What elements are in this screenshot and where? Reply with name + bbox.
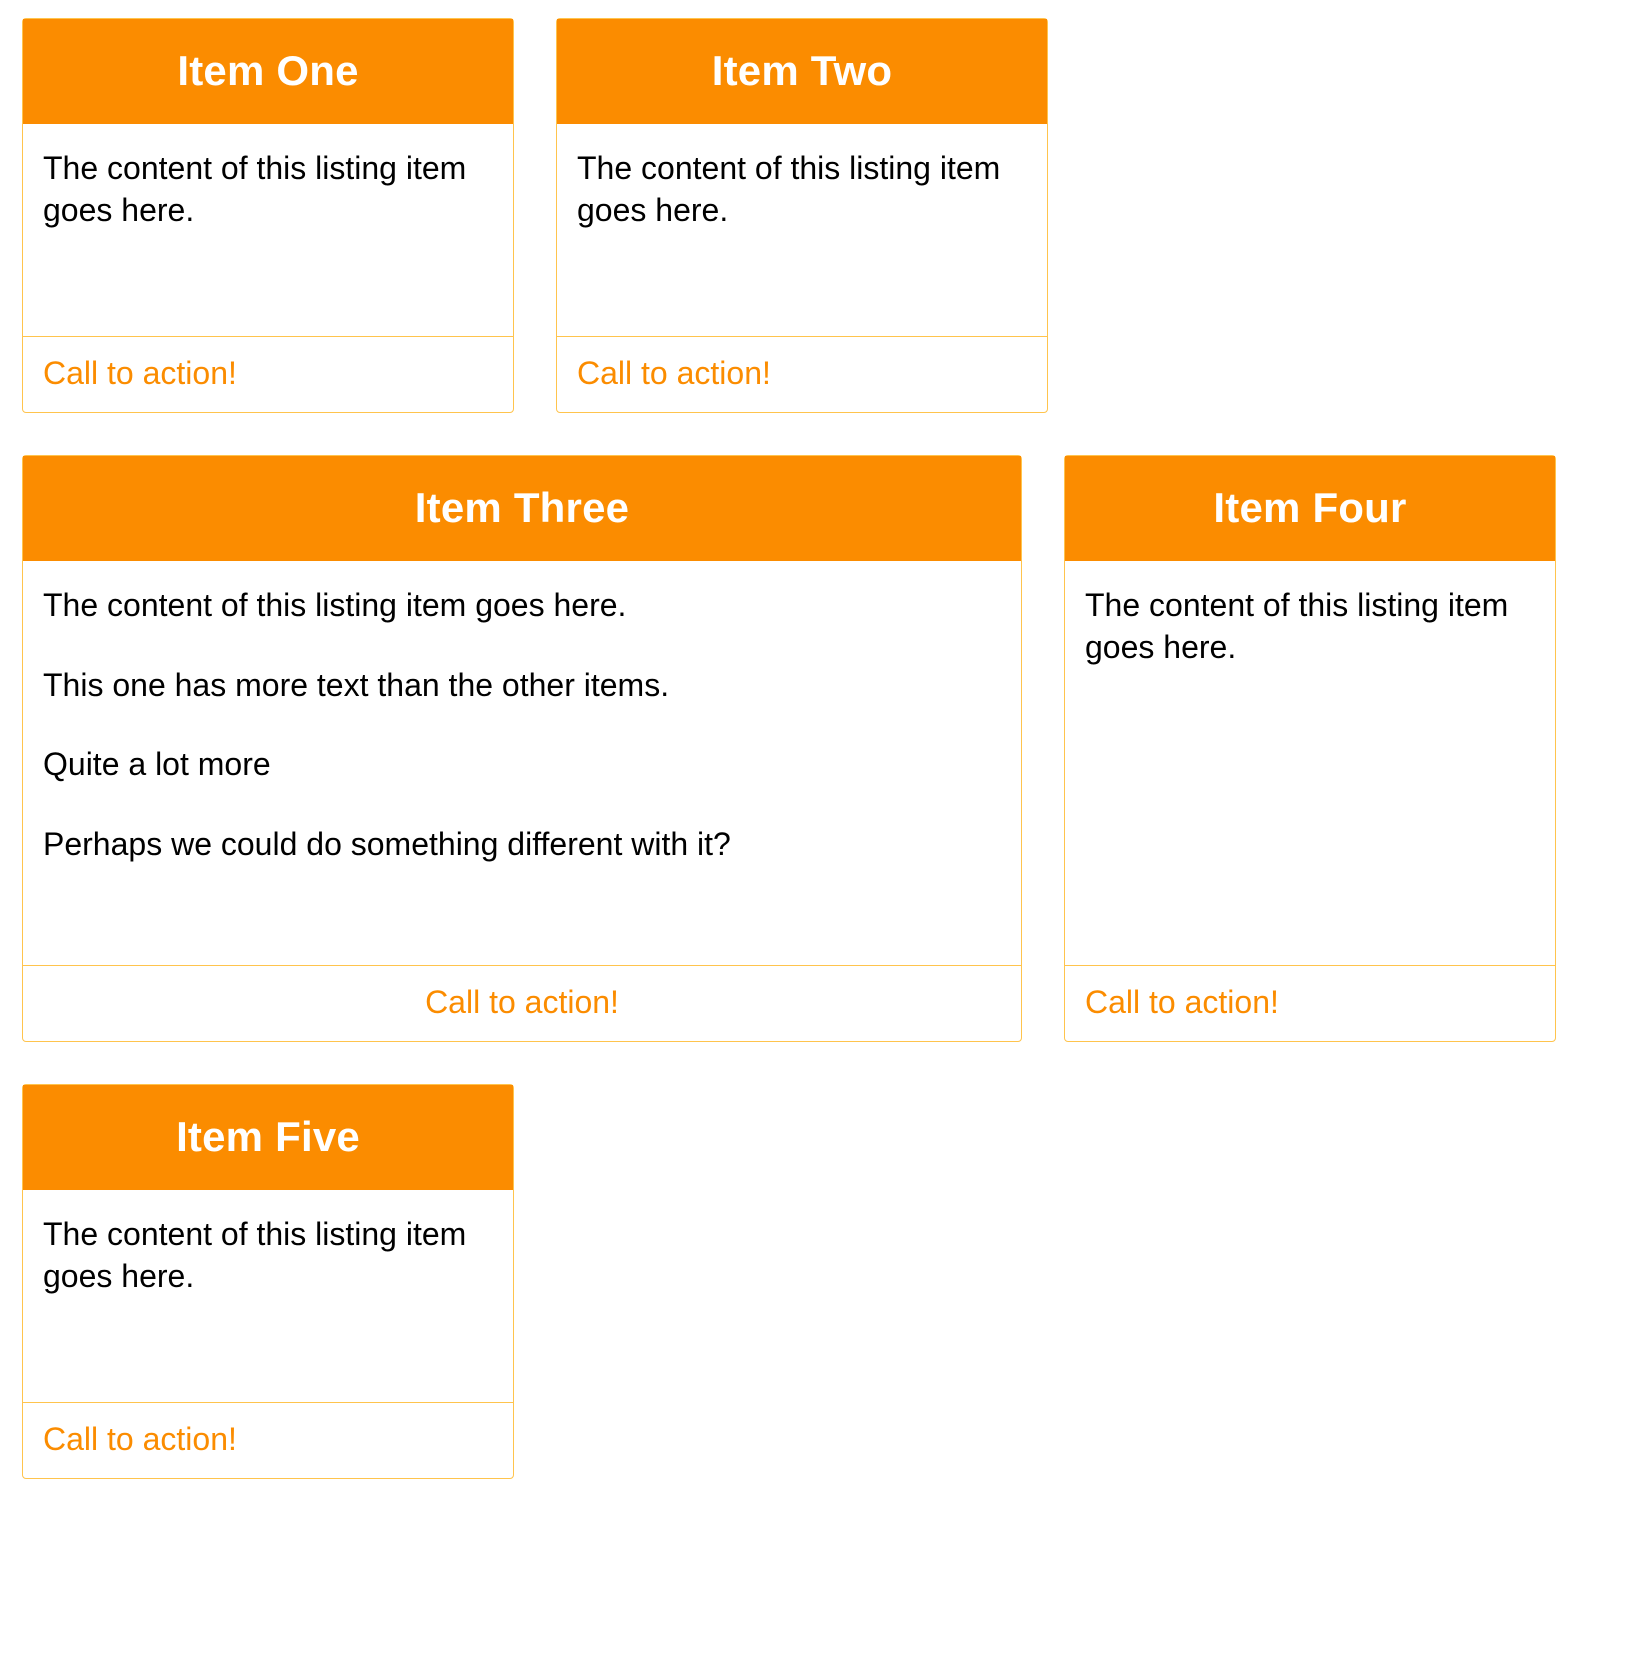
card-title: Item Three bbox=[23, 456, 1021, 561]
card-title: Item One bbox=[23, 19, 513, 124]
card-footer bbox=[1065, 965, 1555, 1041]
card-item-four[interactable] bbox=[1064, 455, 1556, 1042]
card-paragraph: Perhaps we could do something different with it? bbox=[43, 825, 731, 862]
card-item-two[interactable] bbox=[556, 18, 1048, 413]
call-to-action-link[interactable]: Call to action! bbox=[425, 984, 619, 1021]
card-title: Item Four bbox=[1065, 456, 1555, 561]
card-body bbox=[557, 124, 1047, 336]
card-paragraph: The content of this listing item goes here. bbox=[577, 150, 1001, 228]
call-to-action-link[interactable]: Call to action! bbox=[43, 1421, 237, 1458]
card-body bbox=[23, 124, 513, 336]
card-paragraph: The content of this listing item goes here. bbox=[43, 587, 627, 624]
card-body bbox=[1065, 561, 1555, 965]
card-row-3 bbox=[22, 1084, 1640, 1479]
call-to-action-link[interactable]: Call to action! bbox=[1085, 984, 1279, 1021]
call-to-action-link[interactable]: Call to action! bbox=[577, 355, 771, 392]
card-body bbox=[23, 1190, 513, 1402]
card-title: Item Five bbox=[23, 1085, 513, 1190]
card-item-three[interactable] bbox=[22, 455, 1022, 1042]
card-body bbox=[23, 561, 1021, 965]
card-paragraph: Quite a lot more bbox=[43, 746, 271, 783]
card-row-1 bbox=[22, 18, 1640, 413]
card-item-five[interactable] bbox=[22, 1084, 514, 1479]
card-footer bbox=[557, 336, 1047, 412]
card-footer bbox=[23, 965, 1021, 1041]
card-paragraph: The content of this listing item goes here. bbox=[1085, 587, 1509, 665]
call-to-action-link[interactable]: Call to action! bbox=[43, 355, 237, 392]
card-footer bbox=[23, 336, 513, 412]
card-paragraph: The content of this listing item goes here. bbox=[43, 1216, 467, 1294]
card-title: Item Two bbox=[557, 19, 1047, 124]
card-paragraph: This one has more text than the other items. bbox=[43, 666, 670, 703]
card-row-2 bbox=[22, 455, 1640, 1042]
card-paragraph: The content of this listing item goes here. bbox=[43, 150, 467, 228]
card-footer bbox=[23, 1402, 513, 1478]
card-item-one[interactable] bbox=[22, 18, 514, 413]
